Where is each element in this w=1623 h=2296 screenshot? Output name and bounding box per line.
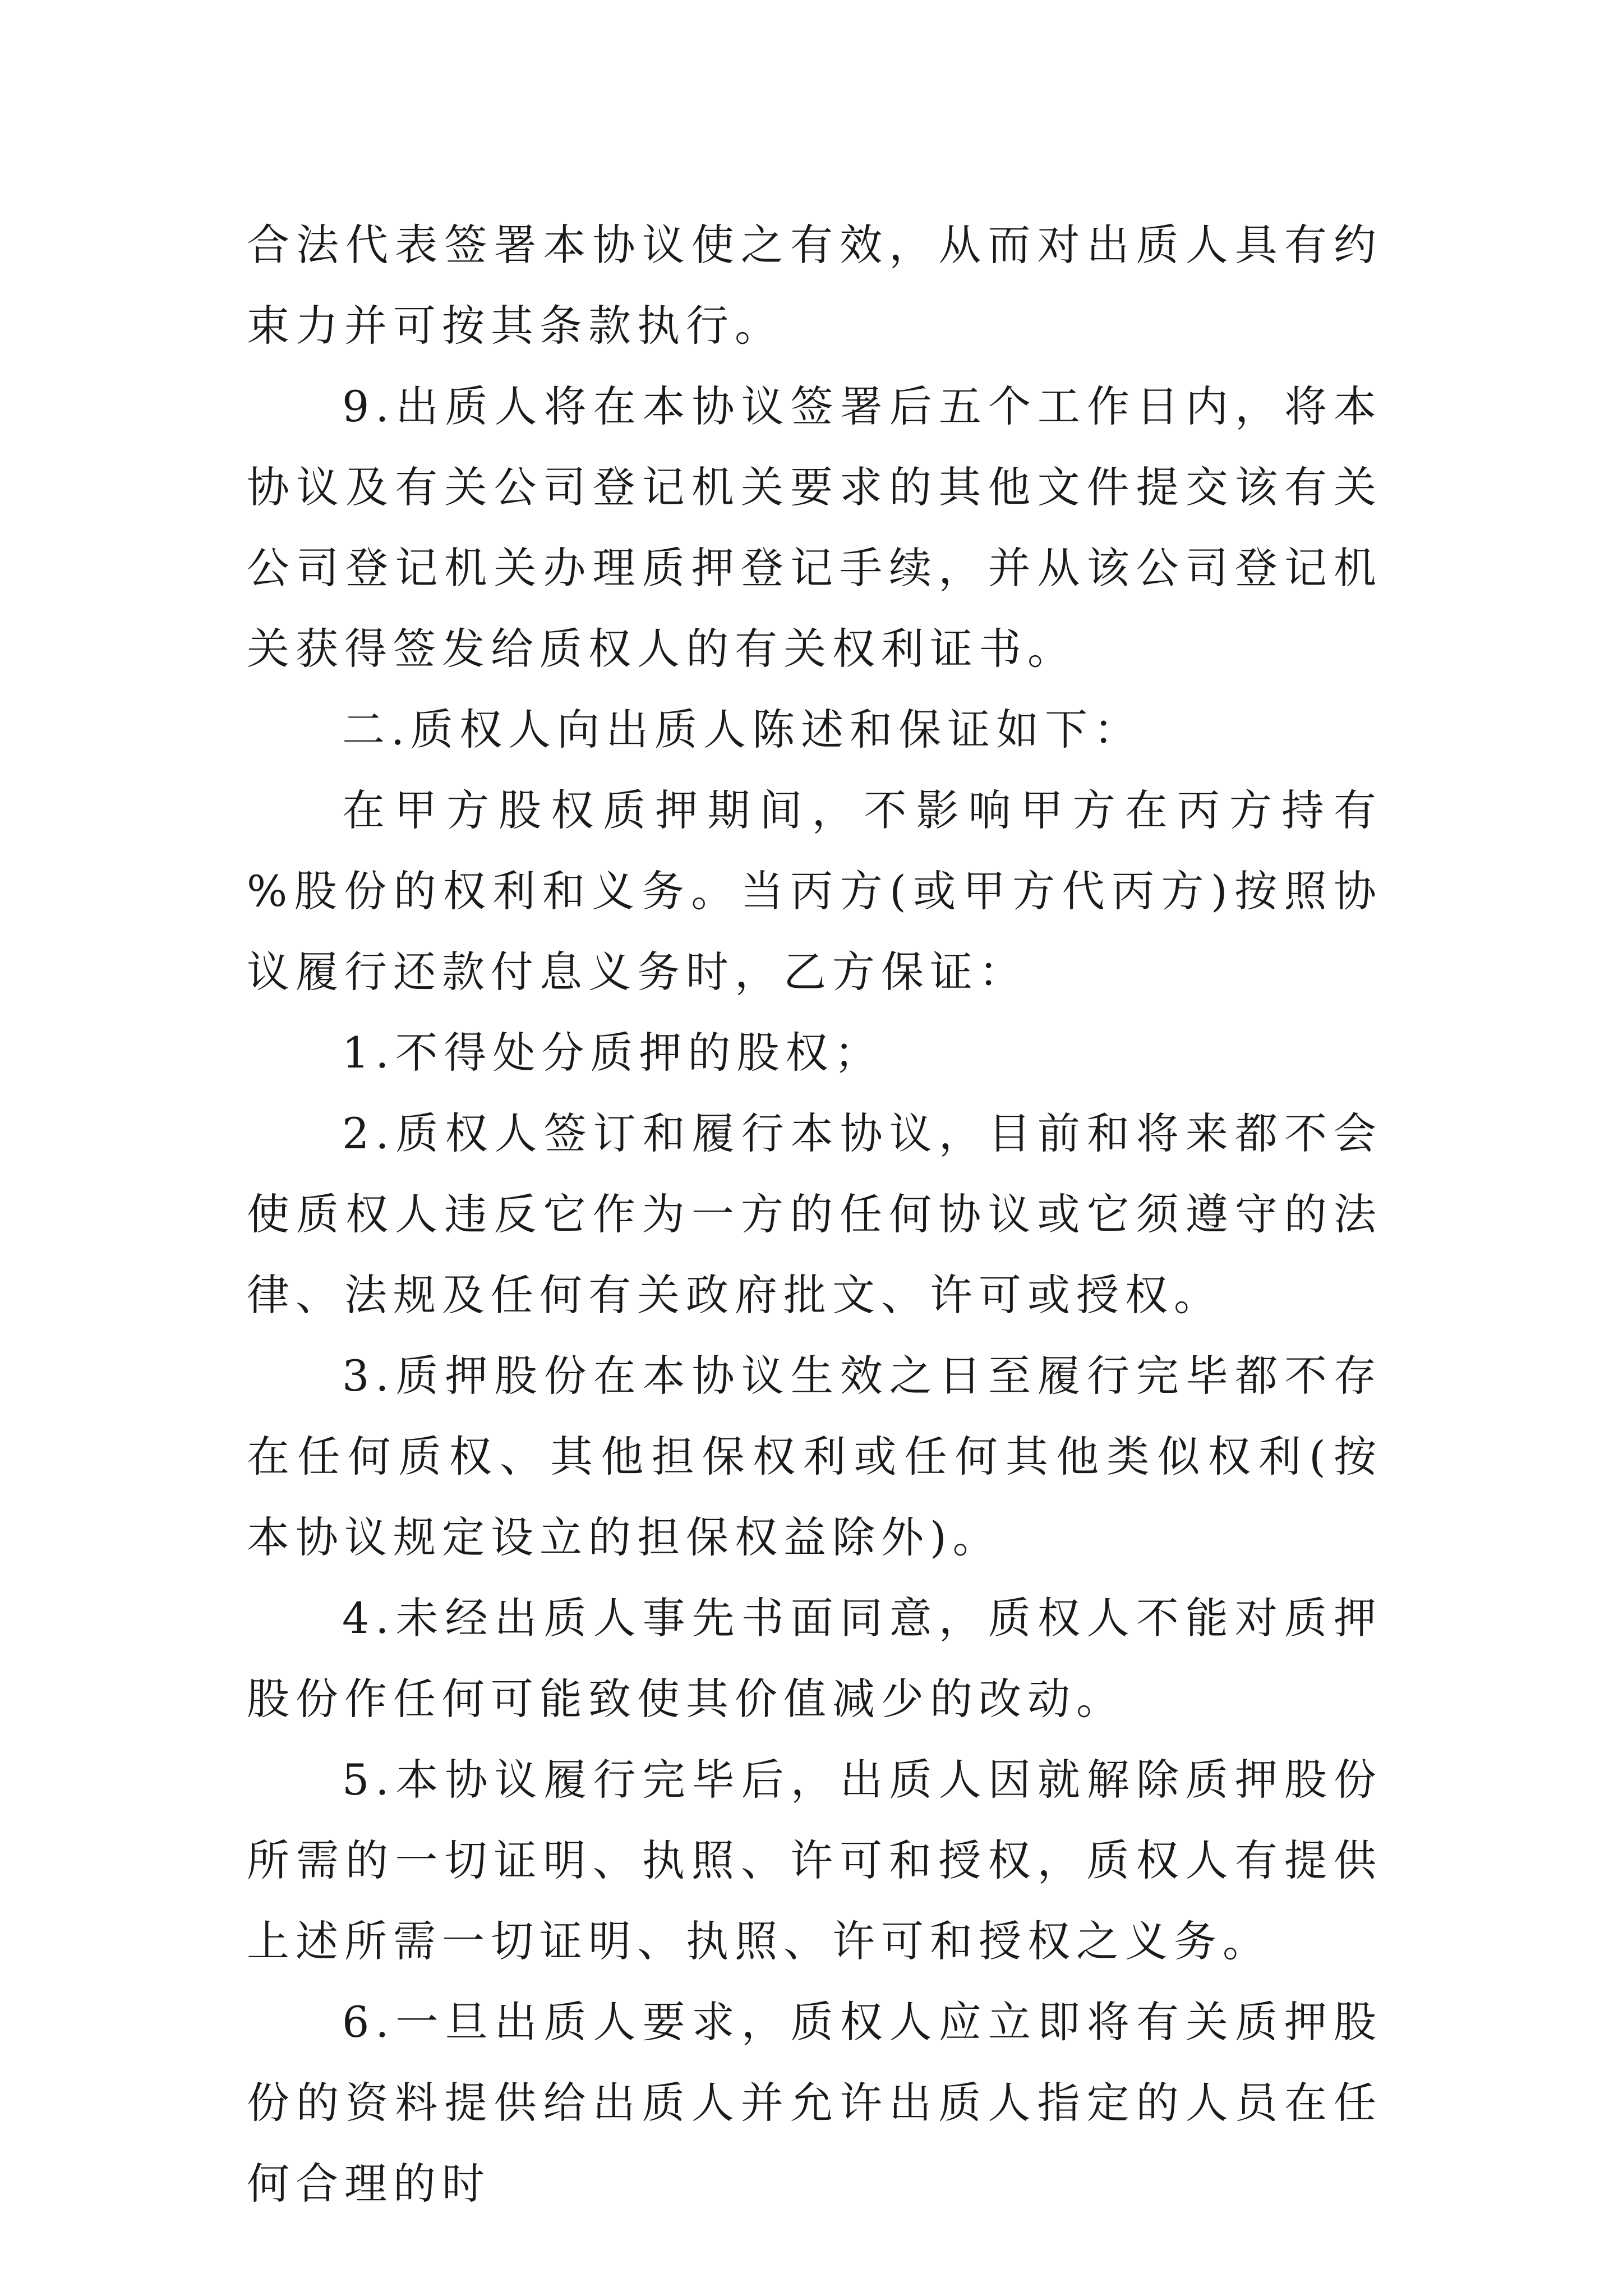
paragraph-item-1: 1.不得处分质押的股权； [342, 1028, 883, 1078]
paragraph-item-6: 6.一旦出质人要求，质权人应立即将有关质押股份的资料提供给出质人并允许出质人指定的人员在任何合理的时 [247, 1997, 1382, 2208]
paragraph-item-2: 2.质权人签订和履行本协议，目前和将来都不会使质权人违反它作为一方的任何协议或它须遵守的法律、法规及任何有关政府批文、许可或授权。 [247, 1108, 1382, 1320]
paragraph-item-4: 4.未经出质人事先书面同意，质权人不能对质押股份作任何可能致使其价值减少的改动。 [247, 1593, 1382, 1724]
paragraph-item-5: 5.本协议履行完毕后，出质人因就解除质押股份所需的一切证明、执照、许可和授权，质权人有提供上述所需一切证明、执照、许可和授权之义务。 [247, 1755, 1382, 1966]
paragraph-item-3: 3.质押股份在本协议生效之日至履行完毕都不存在任何质权、其他担保权利或任何其他类似权利(按本协议规定设立的担保权益除外)。 [247, 1351, 1382, 1562]
paragraph-intro: 在甲方股权质押期间，不影响甲方在丙方持有 %股份的权利和义务。当丙方(或甲方代丙方)按照协议履行还款付息义务时，乙方保证： [247, 785, 1382, 997]
paragraph-continuation: 合法代表签署本协议使之有效，从而对出质人具有约束力并可按其条款执行。 [247, 220, 1382, 351]
document-page [247, 205, 1382, 2224]
section-heading-2: 二.质权人向出质人陈述和保证如下： [342, 705, 1143, 754]
paragraph-item-9: 9.出质人将在本协议签署后五个工作日内，将本协议及有关公司登记机关要求的其他文件提交该有关公司登记机关办理质押登记手续，并从该公司登记机关获得签发给质权人的有关权利证书。 [247, 381, 1382, 674]
